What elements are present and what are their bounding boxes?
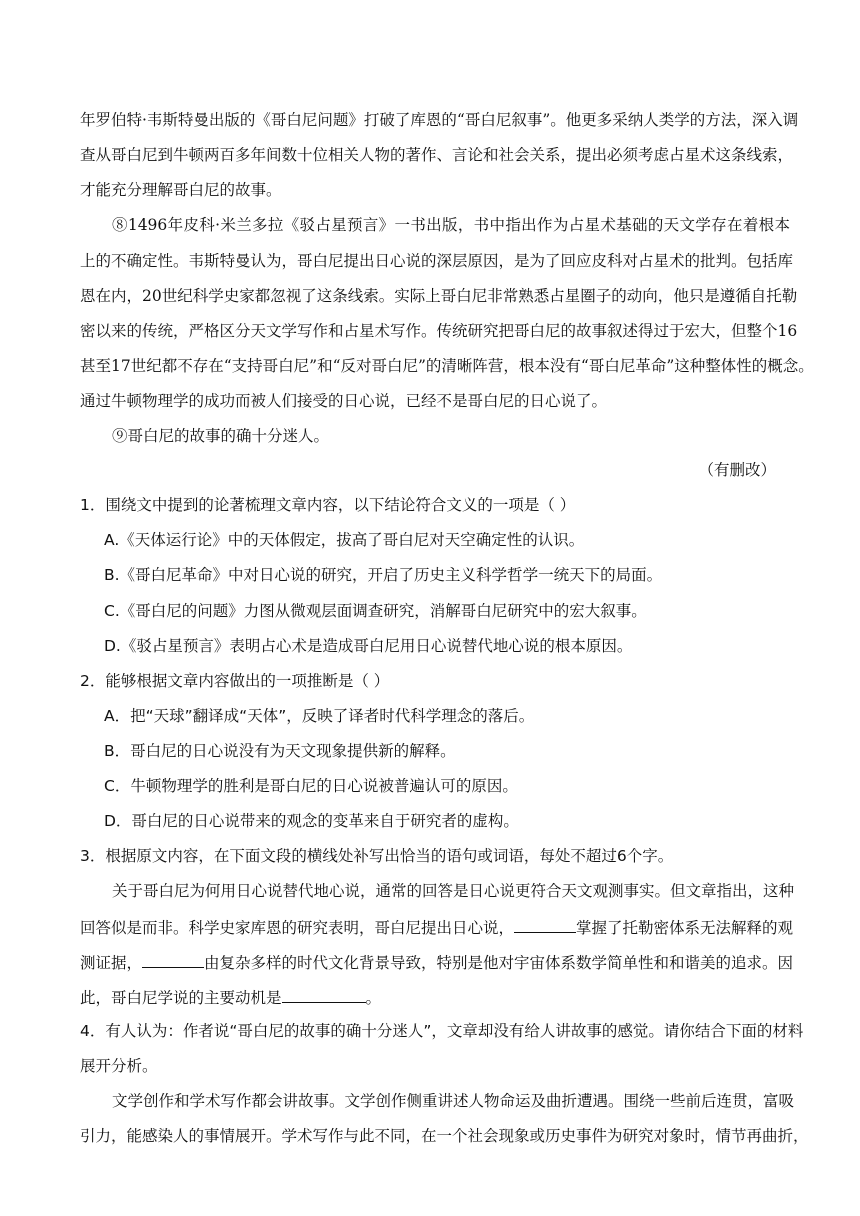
q2-option-c: C．牛顿物理学的胜利是哥白尼的日心说被普遍认可的原因。 [104,777,518,795]
passage-p8-line6: 通过牛顿物理学的成功而被人们接受的日心说，已经不是哥白尼的日心说了。 [80,392,608,410]
passage-p9: ⑨哥白尼的故事的确十分迷人。 [112,427,330,445]
q3-line2-part1: 回答似是而非。科学史家库恩的研究表明，哥白尼提出日心说， [80,919,515,937]
q3-text-line1: 关于哥白尼为何用日心说替代地心说，通常的回答是日心说更符合天文观测事实。但文章指出，这种 [112,882,795,900]
q4-material-line1: 文学创作和学术写作都会讲故事。文学创作侧重讲述人物命运及曲折遭遇。围绕一些前后连贯，富吸 [112,1092,795,1110]
q4-stem-line2: 展开分析。 [80,1057,158,1075]
q4-stem-line1: 4．有人认为：作者说“哥白尼的故事的确十分迷人”，文章却没有给人讲故事的感觉。请你结合下面的材料 [80,1022,804,1040]
passage-p7-line1: 年罗伯特·韦斯特曼出版的《哥白尼问题》打破了库恩的“哥白尼叙事”。他更多采纳人类学的方法，深入调 [80,111,799,129]
passage-p8-line4: 密以来的传统，严格区分天文学写作和占星术写作。传统研究把哥白尼的故事叙述得过于宏大，但整个16 [80,322,798,340]
passage-p8-line5: 甚至17世纪都不存在“支持哥白尼”和“反对哥白尼”的清晰阵营，根本没有“哥白尼革命”这种整体性的概念。 [80,357,814,375]
passage-p8-line1: ⑧1496年皮科·米兰多拉《驳占星预言》一书出版，书中指出作为占星术基础的天文学存在着根本 [112,216,790,234]
q3-line2-part2: 掌握了托勒密体系无法解释的观 [576,919,794,937]
q1-option-c: C.《哥白尼的问题》力图从微观层面调查研究，消解哥白尼研究中的宏大叙事。 [104,602,647,620]
passage-p8-line2: 上的不确定性。韦斯特曼认为，哥白尼提出日心说的深层原因，是为了回应皮科对占星术的批判。包括库 [80,252,794,270]
q1-option-a: A.《天体运行论》中的天体假定，拔高了哥白尼对天空确定性的认识。 [104,531,585,549]
q3-line4-part2: 。 [365,989,382,1007]
source-note: （有删改） [698,461,776,479]
q3-blank-3[interactable] [282,986,366,1003]
passage-p8-line3: 恩在内，20世纪科学史家都忽视了这条线索。实际上哥白尼非常熟悉占星圈子的动向，他只是遵循自托勒 [80,287,798,305]
q3-blank-1[interactable] [514,916,576,933]
q1-option-b: B.《哥白尼革命》中对日心说的研究，开启了历史主义科学哲学一统天下的局面。 [104,566,663,584]
passage-p7-line2: 查从哥白尼到牛顿两百多年间数十位相关人物的著作、言论和社会关系，提出必须考虑占星术这条线索， [80,146,794,164]
q2-option-d: D．哥白尼的日心说带来的观念的变革来自于研究者的虚构。 [104,812,519,830]
q2-option-b: B．哥白尼的日心说没有为天文现象提供新的解释。 [104,742,456,760]
passage-p7-line3: 才能充分理解哥白尼的故事。 [80,181,282,199]
q3-blank-2[interactable] [142,951,204,968]
q1-option-d: D.《驳占星预言》表明占心术是造成哥白尼用日心说替代地心说的根本原因。 [104,637,633,655]
q2-option-a: A．把“天球”翻译成“天体”，反映了译者时代科学理念的落后。 [104,707,535,725]
q3-stem: 3．根据原文内容，在下面文段的横线处补写出恰当的语句或词语，每处不超过6个字。 [80,847,674,865]
q3-text-line3 [80,951,860,973]
q3-text-line2 [80,916,860,938]
q3-line3-part2: 由复杂多样的时代文化背景导致，特别是他对宇宙体系数学简单性和和谐美的追求。因 [204,954,794,972]
q2-stem: 2．能够根据文章内容做出的一项推断是（ ） [80,672,390,690]
q3-line3-part1: 测证据， [80,954,143,972]
q4-material-line2: 引力，能感染人的事情展开。学术写作与此不同，在一个社会现象或历史事件为研究对象时，情节再曲折， [80,1127,809,1145]
q1-stem: 1．围绕文中提到的论著梳理文章内容，以下结论符合文义的一项是（ ） [80,496,576,514]
q3-line4-part1: 此，哥白尼学说的主要动机是 [80,989,282,1007]
q3-text-line4 [80,986,860,1008]
